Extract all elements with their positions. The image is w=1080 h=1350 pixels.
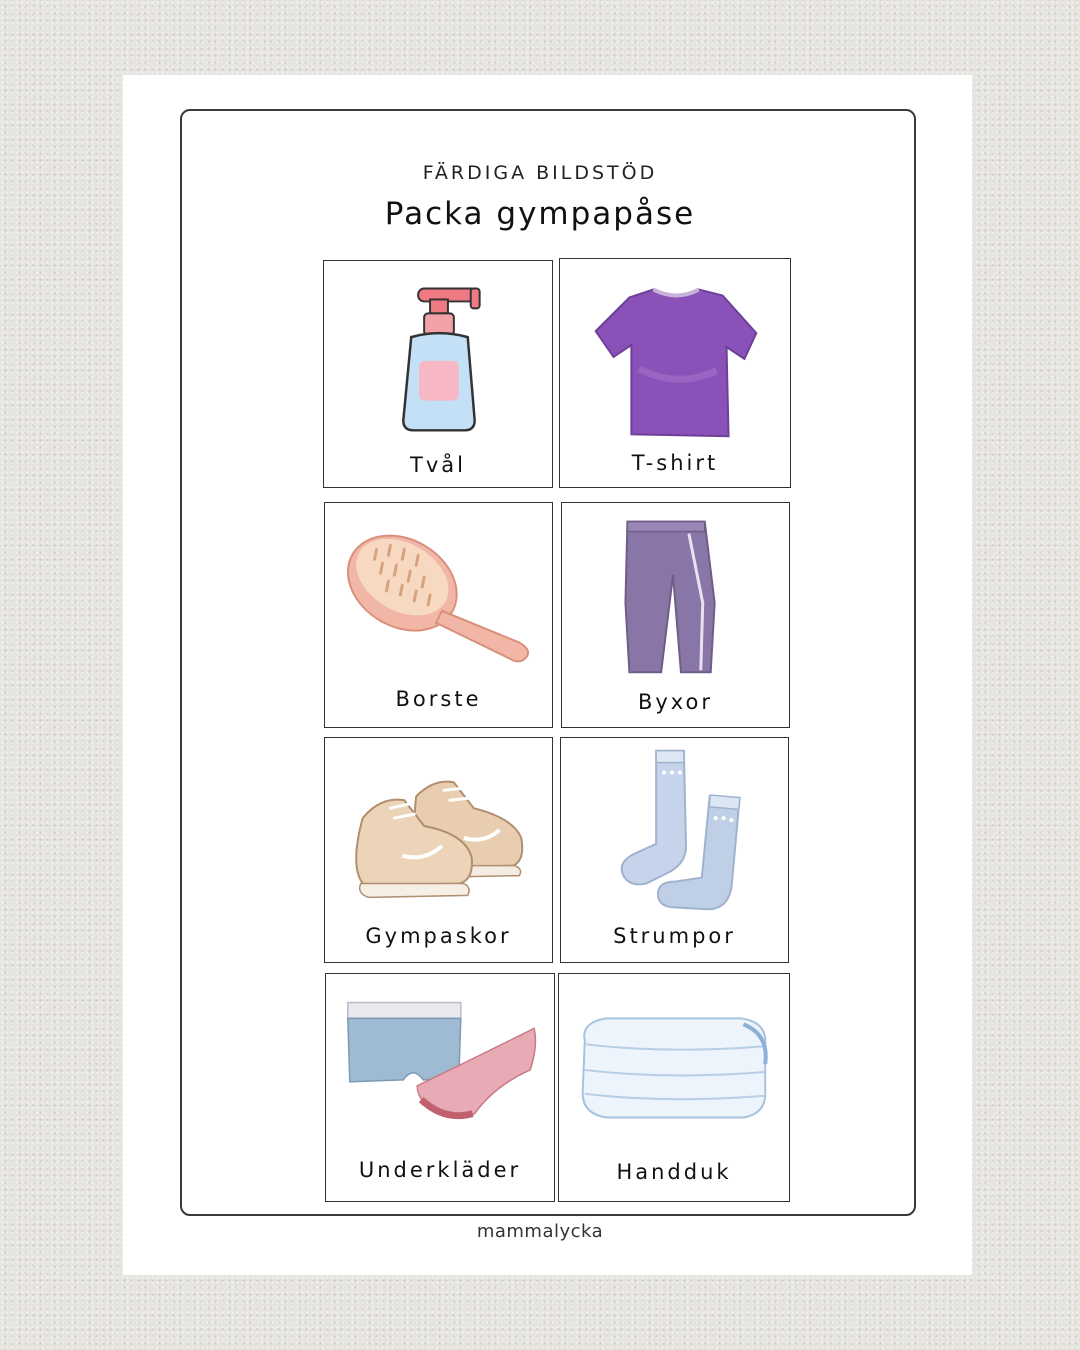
tshirt-icon bbox=[560, 259, 790, 439]
card-underwear bbox=[325, 973, 555, 1202]
card-soap bbox=[323, 260, 553, 488]
sneakers-icon bbox=[325, 738, 552, 918]
sheet-title: Packa gympapåse bbox=[384, 196, 696, 232]
pants-icon bbox=[562, 503, 789, 683]
card-towel bbox=[558, 973, 790, 1202]
card-label-towel: Handduk bbox=[616, 1160, 732, 1184]
card-label-soap: Tvål bbox=[410, 453, 466, 477]
towel-icon bbox=[559, 974, 789, 1154]
card-label-tshirt: T-shirt bbox=[631, 451, 719, 475]
socks-icon bbox=[561, 738, 788, 918]
card-pants bbox=[561, 502, 790, 728]
sheet-kicker: FÄRDIGA BILDSTÖD bbox=[422, 162, 658, 184]
underwear-icon bbox=[326, 974, 554, 1154]
card-tshirt bbox=[559, 258, 791, 488]
card-label-socks: Strumpor bbox=[613, 924, 736, 948]
hairbrush-icon bbox=[325, 503, 552, 683]
card-socks bbox=[560, 737, 789, 963]
card-label-pants: Byxor bbox=[637, 690, 714, 714]
card-brush bbox=[324, 502, 553, 728]
brand-footer: mammalycka bbox=[476, 1221, 604, 1242]
soap-bottle-icon bbox=[324, 261, 552, 441]
card-label-brush: Borste bbox=[395, 687, 482, 711]
card-sneakers bbox=[324, 737, 553, 963]
card-label-sneakers: Gympaskor bbox=[365, 924, 512, 948]
card-label-underwear: Underkläder bbox=[358, 1158, 522, 1182]
